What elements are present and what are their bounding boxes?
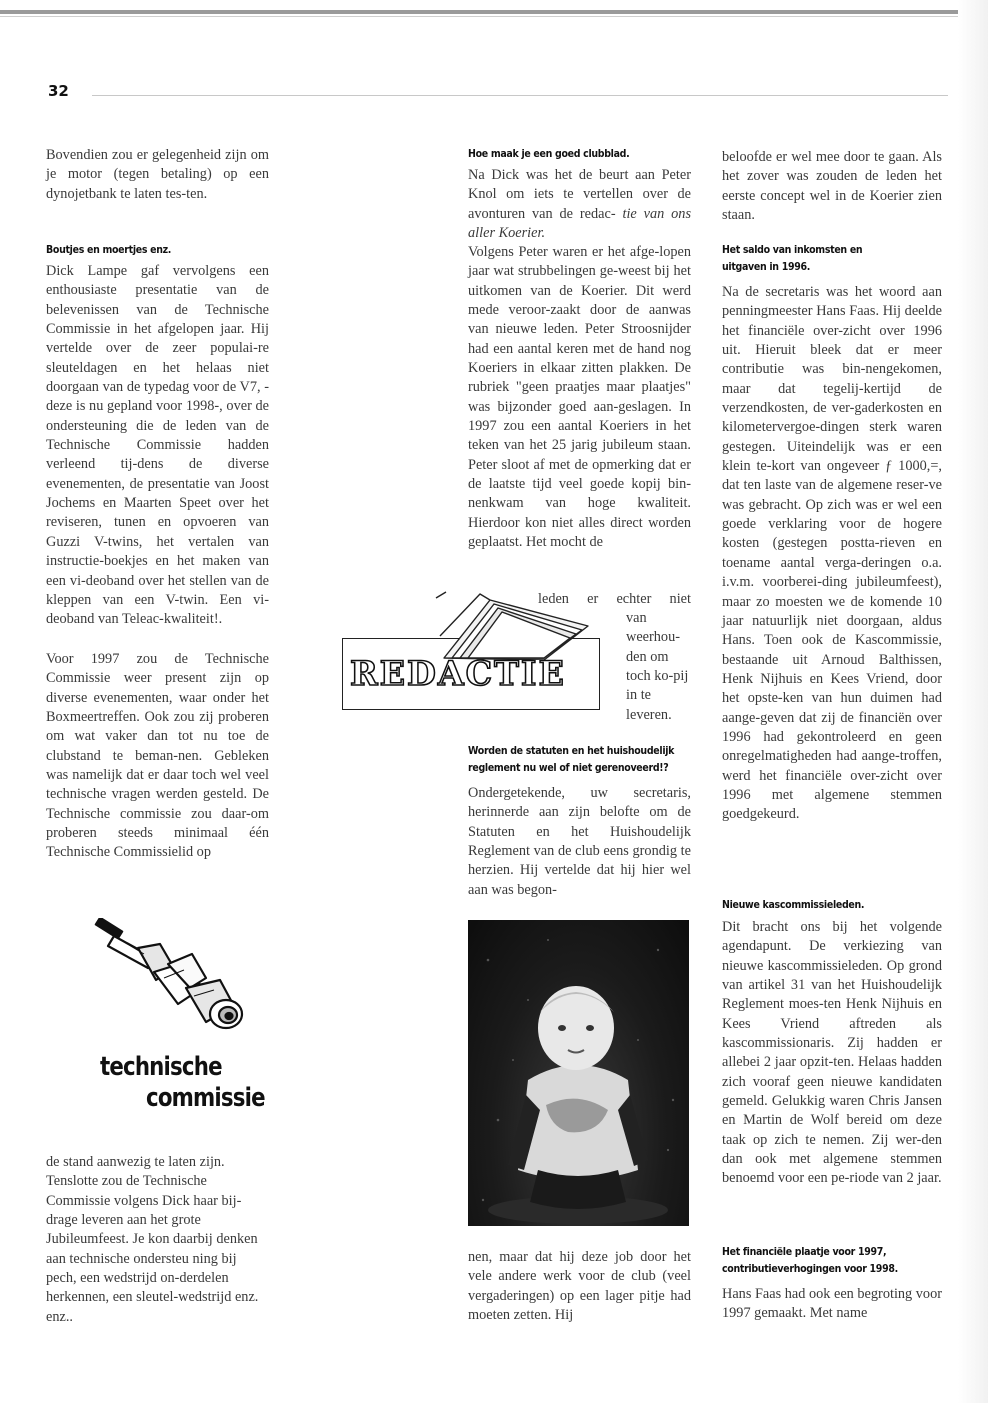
technische-commissie-logo-word-2: commissie xyxy=(146,1083,265,1113)
technische-commissie-logo-word-1: technische xyxy=(100,1052,222,1082)
col1-paragraph-3: Voor 1997 zou de Technische Commissie weer present zijn op diverse evenementen, waar onder het Boxmeertreffen. Ook zou zij proberen om wat vaker dan tot nu toe de clubstand te beman-nen. Gebleken was namelijk dat er daar toch wel veel technische vragen werden gesteld. De Technische commissie zou daar-om proberen steeds minimaal één Technische Commissielid op xyxy=(46,651,269,861)
col3-paragraph-3: Dit bracht ons bij het volgende agendapunt. De verkiezing van nieuwe kascommissieleden. Op grond van artikel 31 van het Huishoudelijk Reglement moes-ten Henk Nijhuis en Kees Vriend aftreden als kascommissionaris. Zij hadden er allebei 2 jaar opzit-ten. Helaas hadden zich vooraf geen nieuwe kandidaten gemeld. Gelukkig waren Chris Jansen en Martin de Wolf bereid om deze taak op zich te nemen. Zij wer-den dan ook met algemene stemmen benoemd voor een pe-riode van 2 jaar. xyxy=(722,919,942,1187)
col3-paragraph-4: Hans Faas had ook een begroting voor 1997 gemaakt. Met name xyxy=(722,1286,942,1322)
col2-paragraph-1 xyxy=(468,166,691,243)
col2-paragraph-2: Volgens Peter waren er het afge-lopen jaar wat strubbelingen ge-weest bij het uitkomen van de Koerier. Dit werd mede veroor-zaakt door de aanwas van nieuwe leden. Peter Stroosnijder had een aantal keren met de hand nog Koeriers in elkaar zitten plakken. De rubriek "geen praatjes maar plaatjes" was bijzonder goed aan-geslagen. In 1997 zou een aantal Koeriers in het teken van het 25 jarig jubileum staan. Peter sloot af met de opmerking dat er de laatste tijd veel goede kopij bin-nenkwam van hoge kwaliteit. Hierdoor kon niet alles direct worden geplaatst. Het mocht de xyxy=(468,244,691,551)
top-border xyxy=(0,10,988,14)
col2-heading-clubblad: Hoe maak je een goed clubblad. xyxy=(468,148,630,160)
col2-paragraph-1-italic: tie van ons aller Koerier. xyxy=(468,205,692,242)
redactie-logo-word: REDACTIE xyxy=(350,654,566,694)
col1-paragraph-2: Dick Lampe gaf vervolgens een enthousiaste presentatie van de belevenissen van de Technische Commissie in het afgelopen jaar. Hij vertelde over de zeer populai-re sleuteldagen en het helaas niet doorgaan van de typedag voor de V7, -deze is nu gepland voor 1998-, over de ondersteuning die de leden van de Technische Commissie hadden verleend tij-dens de diverse evenementen, de presentatie van Joost Jochems en Maarten Speet over het reviseren, tunen en opvoeren van Guzzi V-twins, het vertalen van instructie-boekjes en het maken van een vi-deoband over het stellen van de kleppen van een V-twin. Een vi-deoband van Teleac-kwaliteit!. xyxy=(46,263,269,628)
col3-heading-kascommissie: Nieuwe kascommissieleden. xyxy=(722,899,865,911)
col3-heading-financiele-plaatje: Het financiële plaatje voor 1997, contributieverhogingen voor 1998. xyxy=(722,1246,898,1275)
page-edge-shadow xyxy=(958,0,988,1403)
col1-paragraph-4: de stand aanwezig te laten zijn. Tenslotte zou de Technische Commissie volgens Dick haar bij-drage leveren aan het grote Jubileumfeest. Je kon daarbij denken aan technische ondersteu ning bij pech, een wedstrijd on-derdelen herkennen, een sleutel-wedstrijd enz. enz.. xyxy=(46,1154,259,1325)
col1-heading-boutjes: Boutjes en moertjes enz. xyxy=(46,244,172,256)
col2-paragraph-3: Ondergetekende, uw secretaris, herinnerde aan zijn belofte om de Statuten en het Huishoudelijk Reglement van de club eens grondig te herzien. Hij vertelde dat hij hier wel aan was begon- xyxy=(468,785,691,898)
redactie-logo xyxy=(342,590,600,720)
open-book-icon xyxy=(432,590,592,660)
col2-wrap-line: leden er echter niet xyxy=(538,591,691,607)
col1-paragraph-1: Bovendien zou er gelegenheid zijn om je motor (tegen betaling) op een dynojetbank te laten tes-ten. xyxy=(46,147,269,202)
photo-baby-illustration xyxy=(468,920,689,1226)
header-rule xyxy=(92,95,948,96)
page-number: 32 xyxy=(48,82,69,100)
col3-paragraph-2: Na de secretaris was het woord aan penningmeester Hans Faas. Hij deelde het financiële over-zicht over 1996 uit. Hieruit bleek dat er meer contributie was bin-nengekomen, maar dat tegelij-kertijd de verzendkosten, de ver-gaderkosten en kilometervergoe-dingen sterk waren gestegen. Uiteindelijk was er een klein te-kort van ongeveer ƒ 1000,=, dat ten laste van de algemene reser-ve was gebracht. Op zich was er wel een goede verklaring voor de hogere kosten (gestegen postta-rieven en toename aantal verga-deringen o.a. i.v.m. voorberei-ding jubileumfeest), maar zo moesten we de komende 10 jaar natuurlijk niet doorgaan, aldus Hans. Toen ook de Kascommissie, bestaande uit Arnoud Balthissen, Henk Nijhuis en Kees Vriend, door het opste-ken van hun duimen had aange-geven dat zij de financiën over 1996 had gekontroleerd en geen onregelmatigheden had aange-troffen, werd het financiële over-zicht over 1996 met algemene stemmen goedgekeurd. xyxy=(722,284,942,823)
col3-paragraph-1: beloofde er wel mee door te gaan. Als het zover was zouden de leden het eerste concept wel in de Koerier zien staan. xyxy=(722,149,942,224)
col3-heading-saldo: Het saldo van inkomsten en uitgaven in 1996. xyxy=(722,244,863,273)
col2-paragraph-4: nen, maar dat hij deze job door het vele andere werk voor de club (veel vergaderingen) op een lager pitje had moeten zetten. Hij xyxy=(468,1249,691,1324)
top-border-thin xyxy=(0,16,960,17)
col2-paragraph-1-main: Na Dick was het de beurt aan Peter Knol om iets te vertellen over de avonturen van de redac- xyxy=(468,167,691,222)
photo-baby xyxy=(468,920,689,1226)
crankshaft-icon xyxy=(94,918,254,1038)
col2-heading-statuten: Worden de statuten en het huishoudelijk reglement nu wel of niet gerenoveerd!? xyxy=(468,745,675,774)
col2-wrap-narrow: van weerhou-den om toch ko-pij in te leveren. xyxy=(626,610,689,723)
